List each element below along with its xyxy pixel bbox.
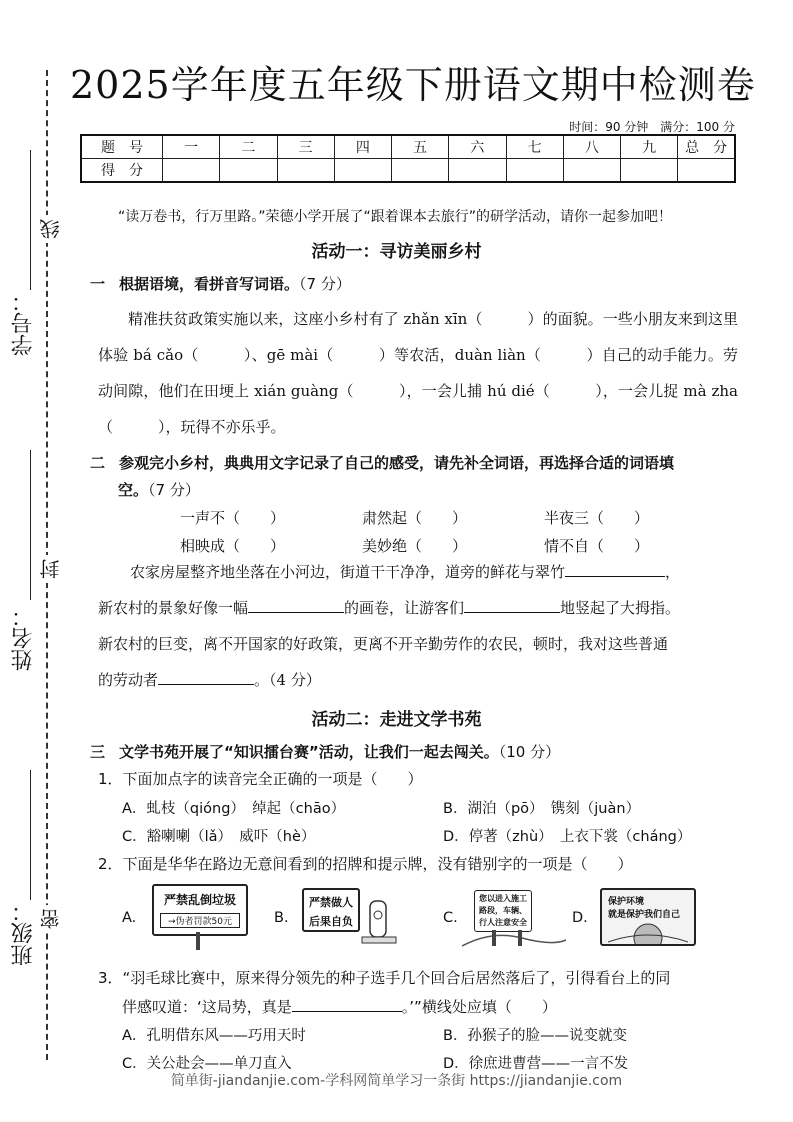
sign-image-b[interactable] — [302, 888, 360, 932]
score-table — [80, 134, 736, 183]
subquestion-1-option-d[interactable]: D．停著（zhù） 上衣下裳（cháng） — [443, 829, 692, 845]
question-number: 二 — [90, 454, 106, 472]
score-table-header-cell: 五 — [392, 135, 449, 159]
fill-blank[interactable] — [158, 684, 254, 685]
score-table-header-cell: 四 — [334, 135, 391, 159]
subquestion-2-option-a-letter[interactable]: A. — [122, 910, 137, 926]
class-line[interactable] — [30, 770, 31, 900]
sign-image-d[interactable] — [600, 888, 696, 946]
word-fill-item[interactable]: 半夜三（ ） — [544, 509, 650, 527]
passage-text: 。（4 分） — [254, 671, 321, 689]
question-number: 三 — [90, 743, 106, 761]
score-table-score-row — [81, 159, 735, 183]
sign-b-line-2: 后果自负 — [309, 915, 353, 928]
word-fill-item[interactable]: 情不自（ ） — [544, 537, 650, 555]
name-line[interactable] — [30, 450, 31, 600]
question-points: （10 分） — [498, 743, 561, 761]
score-table-header-cell: 总 分 — [678, 135, 735, 159]
score-table-header-cell: 九 — [621, 135, 678, 159]
seal-char-secret: 密 — [36, 905, 65, 933]
score-cell[interactable] — [334, 159, 391, 183]
subquestion-1-option-c[interactable]: C．豁喇喇（lǎ） 威吓（hè） — [122, 829, 316, 845]
activity-1-heading: 活动一：寻访美丽乡村 — [311, 242, 482, 262]
question-points: （7 分） — [299, 275, 351, 293]
word-fill-item[interactable]: 肃然起（ ） — [362, 509, 468, 527]
score-cell[interactable] — [220, 159, 277, 183]
subquestion-3-option-a[interactable]: A．孔明借东风——巧用天时 — [122, 1028, 306, 1044]
subquestion-2-option-c-letter[interactable]: C. — [443, 910, 458, 926]
word-fill-item[interactable]: 相映成（ ） — [180, 537, 286, 555]
seal-char-seal: 封 — [36, 555, 65, 583]
score-cell[interactable] — [563, 159, 620, 183]
score-cell[interactable] — [163, 159, 220, 183]
road-illustration — [462, 926, 566, 950]
score-table-header-cell: 六 — [449, 135, 506, 159]
name-label: 姓名： — [11, 605, 36, 671]
sign-a-line-2: →伪者罚款50元 — [160, 913, 240, 928]
subquestion-2-option-b-letter[interactable]: B. — [274, 910, 289, 926]
page-title: 2025学年度五年级下册语文期中检测卷 — [70, 63, 756, 107]
sign-a-line-1: 严禁乱倒垃圾 — [163, 893, 236, 907]
fill-blank[interactable] — [292, 1011, 402, 1012]
question-1-passage: 精准扶贫政策实施以来，这座小乡村有了 zhǎn xīn（ ）的面貌。一些小朋友来到这里体验 bá cǎo（ ）、gē mài（ ）等农活，duàn liàn（ ）自己的动手能力。劳动间隙，他们在田埂上 xián guàng（ ），一会儿捕 hú dié（ ），一会儿捉 mà zha（ ），玩得不亦乐乎。 — [98, 310, 738, 436]
score-table-header-cell: 八 — [563, 135, 620, 159]
seal-char-line: 线 — [36, 215, 65, 243]
subquestion-1-option-b[interactable]: B．湖泊（pō） 镌刻（juàn） — [443, 801, 641, 817]
score-table-header-cell: 三 — [277, 135, 334, 159]
question-number: 一 — [90, 275, 106, 293]
sign-d-line-1: 保护环境 — [608, 897, 645, 907]
stem-text: 伴感叹道：‘这局势，真是 — [122, 998, 292, 1016]
score-cell[interactable] — [621, 159, 678, 183]
question-text: 文学书苑开展了“知识擂台赛”活动，让我们一起去闯关。 — [119, 743, 499, 761]
passage-text: 地竖起了大拇指。 — [560, 599, 681, 617]
sign-c-line-3: 行人注意安全 — [479, 918, 527, 927]
fill-blank[interactable] — [248, 612, 344, 613]
question-points: （7 分） — [148, 481, 200, 499]
score-table-header-cell: 二 — [220, 135, 277, 159]
intro-text: “读万卷书，行万里路。”荣德小学开展了“跟着课本去旅行”的研学活动，请你一起参加吧！ — [118, 209, 673, 225]
question-text: 参观完小乡村，典典用文字记录了自己的感受，请先补全词语，再选择合适的词语填 — [119, 454, 675, 472]
score-cell[interactable] — [277, 159, 334, 183]
subquestion-1-stem: 1．下面加点字的读音完全正确的一项是（ ） — [98, 770, 423, 788]
score-table-row-label: 得 分 — [81, 159, 163, 183]
sign-image-a[interactable] — [152, 884, 248, 936]
sign-c-line-2: 路段，车辆、 — [479, 906, 527, 915]
subquestion-3-option-b[interactable]: B．孙猴子的脸——说变就变 — [443, 1028, 627, 1044]
score-table-header-row — [81, 135, 735, 159]
passage-text: ， — [665, 563, 681, 581]
student-id-label: 学号： — [11, 290, 36, 356]
question-text: 根据语境，看拼音写词语。 — [119, 275, 300, 293]
hydrant-illustration — [356, 895, 402, 947]
activity-2-heading: 活动二：走进文学书苑 — [311, 710, 482, 730]
subquestion-3-stem-line-1: 3．“羽毛球比赛中，原来得分领先的种子选手几个回合后居然落后了，引得看台上的同 — [98, 969, 671, 987]
word-fill-row-1 — [180, 507, 649, 528]
footer-watermark: 简单街-jiandanjie.com-学科网简单学习一条街 https://jiandanjie.com — [170, 1073, 623, 1089]
subquestion-2-stem: 2．下面是华华在路边无意间看到的招牌和提示牌，没有错别字的一项是（ ） — [98, 855, 633, 873]
sign-a-post — [196, 932, 200, 950]
score-cell[interactable] — [392, 159, 449, 183]
sign-c-line-1: 您以进入施工 — [479, 894, 527, 903]
score-table-header-cell: 题 号 — [81, 135, 163, 159]
score-cell[interactable] — [449, 159, 506, 183]
word-fill-row-2 — [180, 535, 649, 556]
subquestion-1-option-a[interactable]: A．虬枝（qióng） 绰起（chāo） — [122, 801, 346, 817]
subquestion-3-stem-line-2 — [122, 996, 557, 1017]
score-table-header-cell: 七 — [506, 135, 563, 159]
passage-text: 的画卷，让游客们 — [344, 599, 465, 617]
passage-text: 新农村的巨变，离不开国家的好政策，更离不开辛勤劳作的农民，顿时，我对这些普通 — [98, 635, 669, 653]
passage-text: 新农村的景象好像一幅 — [98, 599, 249, 617]
question-3-heading — [90, 741, 560, 762]
question-text: 空。 — [118, 481, 149, 499]
sign-d-line-2: 就是保护我们自己 — [608, 910, 681, 920]
fill-blank[interactable] — [464, 612, 560, 613]
score-cell[interactable] — [678, 159, 735, 183]
question-2-heading — [90, 452, 674, 473]
stem-text: 。’”横线处应填（ ） — [401, 998, 557, 1016]
passage-text: 的劳动者 — [98, 671, 159, 689]
passage-text: 农家房屋整齐地坐落在小河边，街道干干净净，道旁的鲜花与翠竹 — [130, 563, 566, 581]
word-fill-item[interactable]: 美妙绝（ ） — [362, 537, 468, 555]
subquestion-2-option-d-letter[interactable]: D. — [572, 910, 588, 926]
subquestion-3-option-d[interactable]: D．徐庶进曹营——一言不发 — [443, 1056, 629, 1072]
exam-meta: 时间：90 分钟 满分：100 分 — [569, 120, 735, 134]
question-2-passage — [98, 554, 743, 698]
sign-b-line-1: 严禁做人 — [309, 896, 353, 909]
fill-blank[interactable] — [565, 576, 665, 577]
subquestion-3-option-c[interactable]: C．关公赴会——单刀直入 — [122, 1056, 292, 1072]
class-label: 班级： — [11, 900, 36, 966]
score-cell[interactable] — [506, 159, 563, 183]
question-2-heading-cont — [118, 479, 200, 500]
student-id-line[interactable] — [30, 150, 31, 290]
score-table-header-cell: 一 — [163, 135, 220, 159]
word-fill-item[interactable]: 一声不（ ） — [180, 509, 286, 527]
question-1-heading — [90, 273, 351, 294]
earth-illustration — [608, 920, 688, 944]
